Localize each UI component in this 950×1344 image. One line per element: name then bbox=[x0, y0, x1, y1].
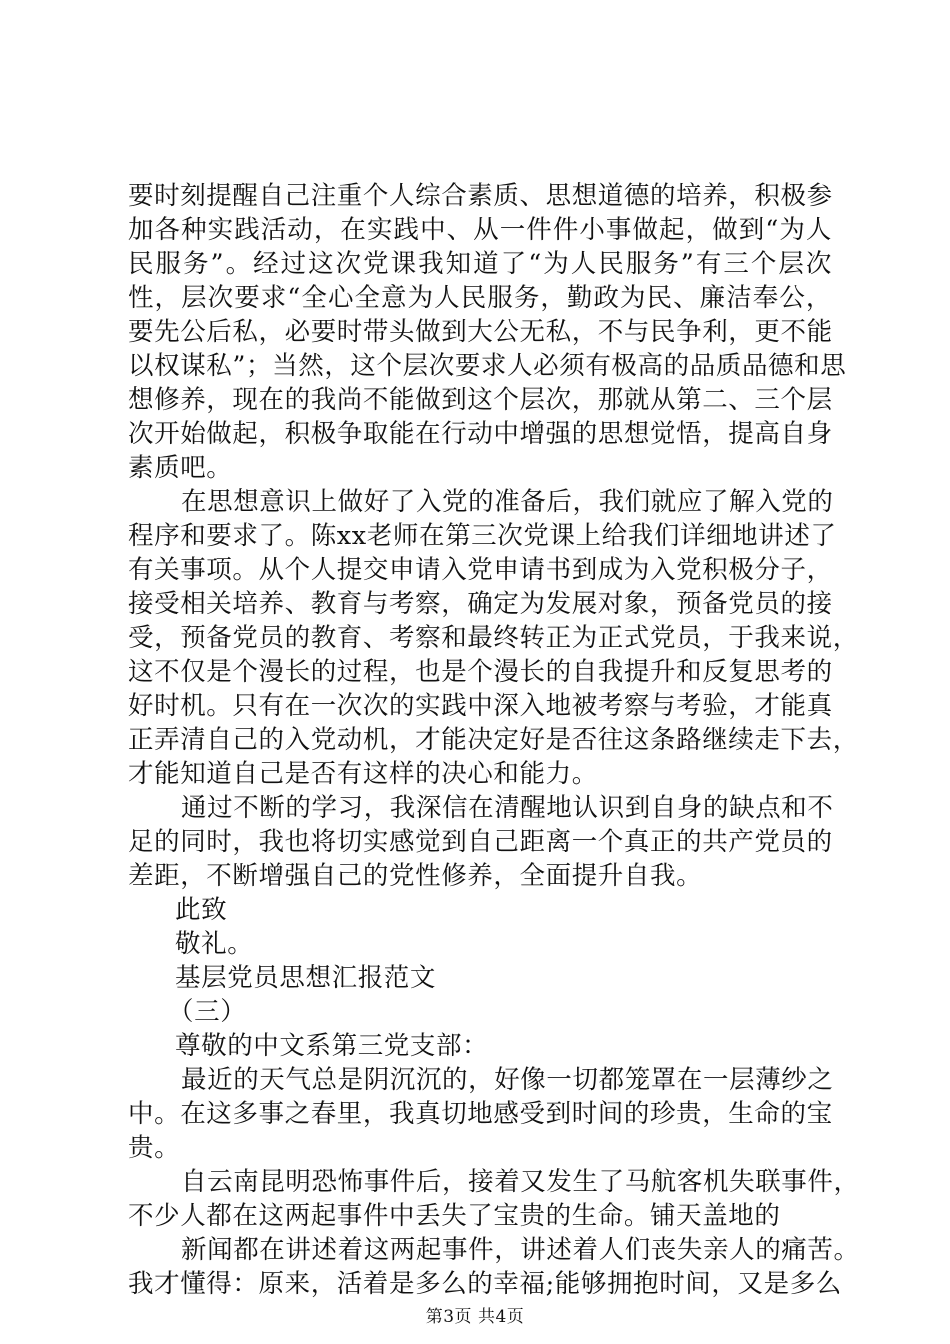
text-line: 才能知道自己是否有这样的决心和能力。 bbox=[128, 759, 598, 789]
closing-salutation: 此致 bbox=[175, 895, 228, 925]
text-line: 有关事项。从个人提交申请入党申请书到成为入党积极分子， bbox=[128, 555, 833, 585]
text-line: 足的同时，我也将切实感觉到自己距离一个真正的共产党员的 bbox=[128, 827, 833, 857]
text-line: 最近的天气总是阴沉沉的，好像一切都笼罩在一层薄纱之 bbox=[181, 1065, 834, 1095]
text-line: 素质吧。 bbox=[128, 453, 233, 483]
letter-salutation: 尊敬的中文系第三党支部： bbox=[175, 1031, 489, 1061]
text-line: 接受相关培养、教育与考察，确定为发展对象，预备党员的接 bbox=[128, 589, 833, 619]
text-line: 自云南昆明恐怖事件后，接着又发生了马航客机失联事件， bbox=[181, 1167, 860, 1197]
text-line: 程序和要求了。陈xx老师在第三次党课上给我们详细地讲述了 bbox=[128, 521, 837, 551]
closing-regards: 敬礼。 bbox=[175, 929, 254, 959]
text-line: 正弄清自己的入党动机，才能决定好是否往这条路继续走下去， bbox=[128, 725, 859, 755]
section-title: 基层党员思想汇报范文 bbox=[175, 963, 437, 993]
text-line: 受，预备党员的教育、考察和最终转正为正式党员，于我来说， bbox=[128, 623, 859, 653]
text-line: 加各种实践活动，在实践中、从一件件小事做起，做到“为人 bbox=[128, 215, 832, 245]
section-number: （三） bbox=[168, 997, 247, 1027]
page-footer: 第3页 共4页 bbox=[425, 1307, 525, 1327]
text-line: 贵。 bbox=[128, 1133, 181, 1163]
text-line: 不少人都在这两起事件中丢失了宝贵的生命。铺天盖地的 bbox=[128, 1201, 781, 1231]
text-line: 在思想意识上做好了入党的准备后，我们就应了解入党的 bbox=[181, 487, 834, 517]
text-line: 性，层次要求“全心全意为人民服务，勤政为民、廉洁奉公， bbox=[128, 283, 832, 313]
text-line: 民服务”。经过这次党课我知道了“为人民服务”有三个层次 bbox=[128, 249, 832, 279]
text-line: 次开始做起，积极争取能在行动中增强的思想觉悟，提高自身 bbox=[128, 419, 833, 449]
text-line: 想修养，现在的我尚不能做到这个层次，那就从第二、三个层 bbox=[128, 385, 833, 415]
text-line: 中。在这多事之春里，我真切地感受到时间的珍贵，生命的宝 bbox=[128, 1099, 833, 1129]
text-line: 我才懂得：原来，活着是多么的幸福;能够拥抱时间，又是多么 bbox=[128, 1269, 842, 1299]
text-line: 通过不断的学习，我深信在清醒地认识到自身的缺点和不 bbox=[181, 793, 834, 823]
text-line: 差距，不断增强自己的党性修养，全面提升自我。 bbox=[128, 861, 703, 891]
text-line: 以权谋私”；当然，这个层次要求人必须有极高的品质品德和思 bbox=[128, 351, 847, 381]
text-line: 要时刻提醒自己注重个人综合素质、思想道德的培养，积极参 bbox=[128, 181, 833, 211]
text-line: 好时机。只有在一次次的实践中深入地被考察与考验，才能真 bbox=[128, 691, 833, 721]
text-line: 这不仅是个漫长的过程，也是个漫长的自我提升和反复思考的 bbox=[128, 657, 833, 687]
text-line: 要先公后私，必要时带头做到大公无私，不与民争利，更不能 bbox=[128, 317, 833, 347]
text-line: 新闻都在讲述着这两起事件，讲述着人们丧失亲人的痛苦。 bbox=[181, 1235, 860, 1265]
